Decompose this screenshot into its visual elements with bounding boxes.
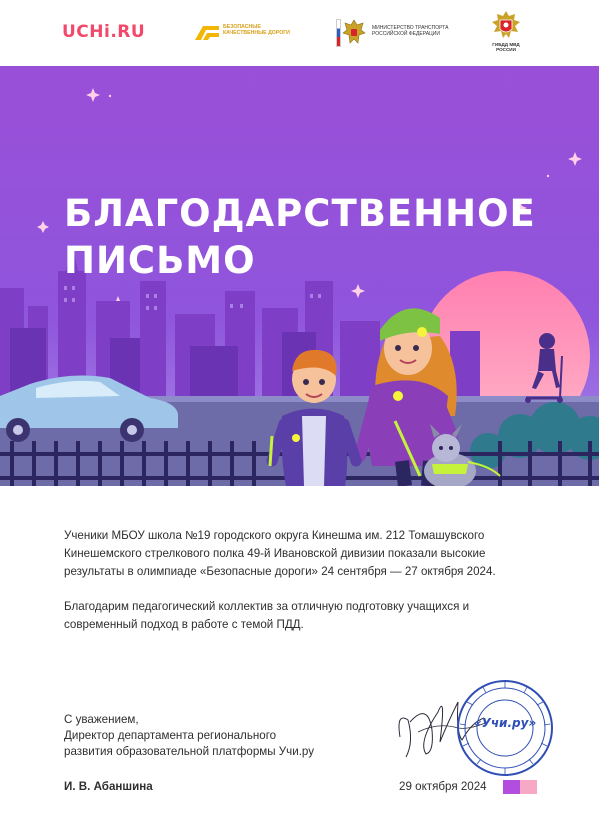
letter-date: 29 октября 2024 <box>399 780 487 793</box>
uchi-logo: UCHi.RU <box>62 22 146 42</box>
road-icon <box>193 22 221 42</box>
greeting: С уважением, <box>64 713 139 726</box>
position-line-2: развития образовательной платформы Учи.ру <box>64 745 315 758</box>
gibdd-logo <box>486 10 526 58</box>
eagle-emblem-icon <box>341 17 367 47</box>
position-line-1: Директор департамента регионального <box>64 729 277 742</box>
title-line-2: ПИСЬМО <box>64 239 256 282</box>
body-paragraph-1: Ученики МБОУ школа №19 городского округа Кинешма им. 212 Томашувского Кинешемского стрелкового полка 49-й Ивановской дивизии показали высокие результаты в олимпиаде «Безопасные дороги» 24 сентября — 27 октября 2024. <box>64 529 496 578</box>
title-line-1: БЛАГОДАРСТВЕННОЕ <box>64 192 536 235</box>
mintrans-logo-text: МИНИСТЕРСТВО ТРАНСПОРТА РОССИЙСКОЙ ФЕДЕРАЦИИ <box>372 25 449 37</box>
safe-roads-logo <box>193 20 303 46</box>
letter-body <box>64 527 544 634</box>
signer-name: И. В. Абаншина <box>64 780 153 793</box>
color-mark-purple <box>503 780 520 794</box>
page-title <box>64 190 536 284</box>
mintrans-logo <box>336 15 449 49</box>
brand-color-mark <box>503 780 537 794</box>
safe-roads-logo-text: БЕЗОПАСНЫЕ КАЧЕСТВЕННЫЕ ДОРОГИ <box>223 24 290 36</box>
gibdd-emblem-icon <box>491 10 521 42</box>
gibdd-logo-text: ГИБДД МВД РОССИИ <box>492 42 520 52</box>
stamp-text: «Учи.ру» <box>473 716 537 730</box>
hero-banner <box>0 66 599 486</box>
color-mark-pink <box>520 780 537 794</box>
signature-block <box>64 712 364 760</box>
header <box>0 0 599 66</box>
company-stamp <box>455 678 555 778</box>
body-paragraph-2: Благодарим педагогический коллектив за отличную подготовку учащихся и современный подход в работе с темой ПДД. <box>64 600 470 631</box>
